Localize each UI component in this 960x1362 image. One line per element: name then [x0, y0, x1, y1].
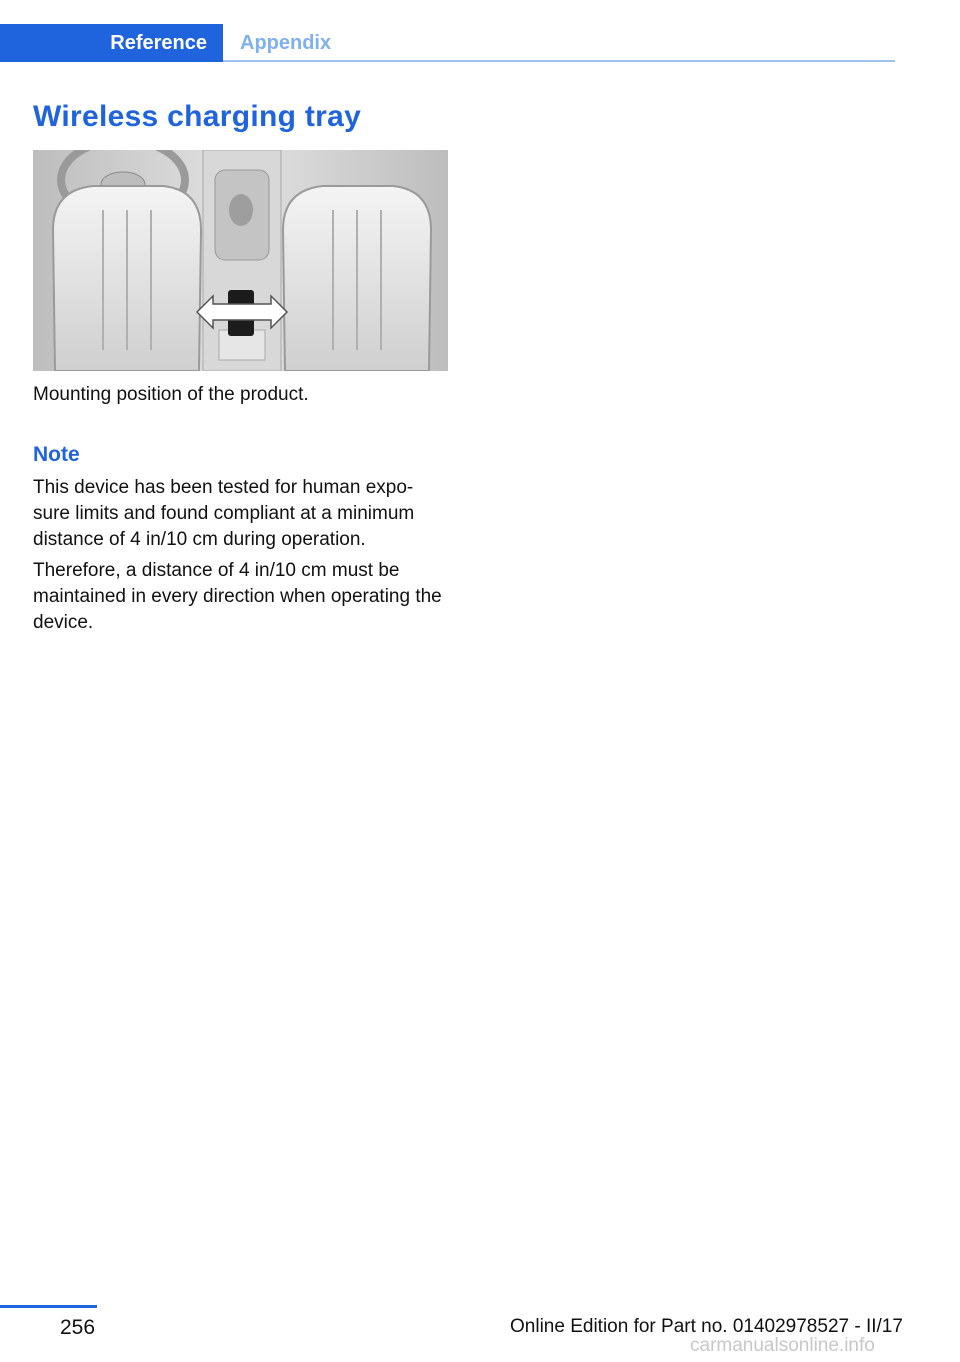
car-interior-drawing — [33, 150, 448, 371]
watermark: carmanualsonline.info — [690, 1335, 875, 1356]
edition-text: Online Edition for Part no. 01402978527 - II/17 — [510, 1316, 903, 1337]
note-paragraph-1: This device has been tested for human expo- sure limits and found compliant at a minimum distance of 4 in/10 cm during operation. — [33, 477, 415, 550]
note-heading: Note — [33, 443, 80, 466]
page-number: 256 — [60, 1316, 96, 1339]
header-bar — [0, 0, 895, 62]
figure-caption: Mounting position of the product. — [33, 384, 309, 405]
footer-divider — [0, 1305, 97, 1308]
note-paragraph-2: Therefore, a distance of 4 in/10 cm must be maintained in every direction when operating the device. — [33, 560, 442, 633]
car-interior-illustration — [33, 150, 448, 371]
header-divider — [223, 60, 895, 62]
tab-reference[interactable]: Reference — [0, 24, 223, 62]
page-title: Wireless charging tray — [33, 100, 362, 133]
tab-appendix[interactable]: Appendix — [240, 31, 332, 54]
